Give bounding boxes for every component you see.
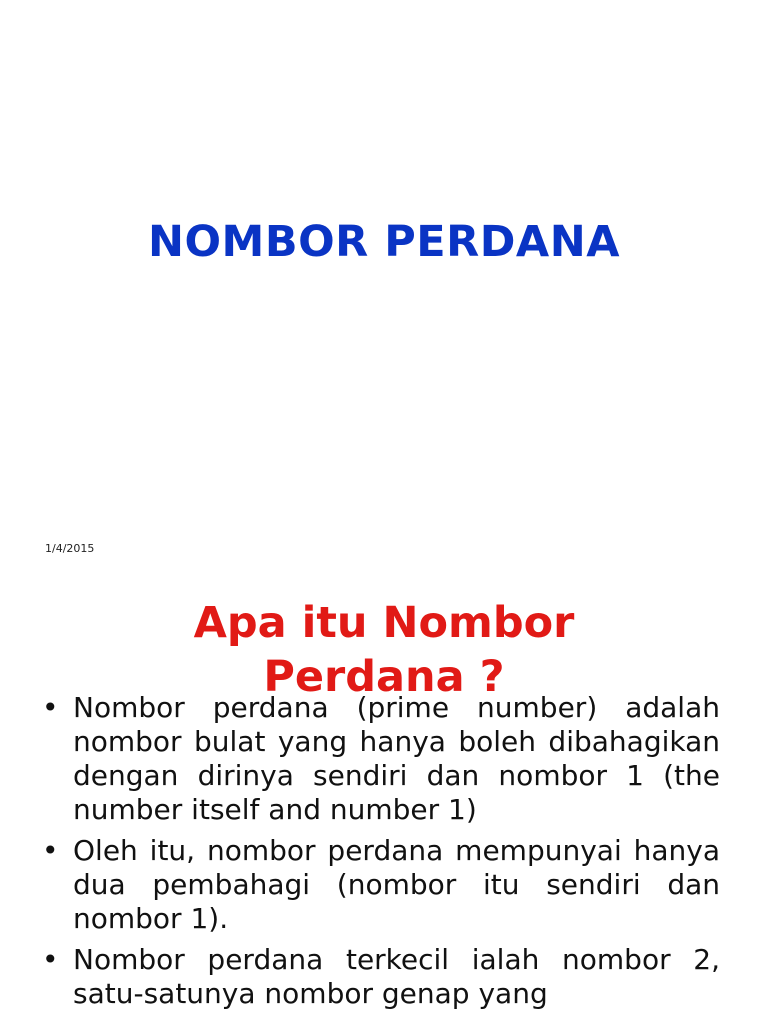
slide-title: NOMBOR PERDANA — [148, 217, 620, 267]
bullet-icon: • — [42, 691, 59, 724]
bullet-item — [42, 943, 720, 1011]
bullet-icon: • — [42, 834, 59, 867]
slide-date: 1/4/2015 — [45, 542, 95, 555]
bullet-item — [42, 834, 720, 936]
bullet-text: Oleh itu, nombor perdana mempunyai hanya dua pembahagi (nombor itu sendiri dan nombor 1). — [73, 834, 720, 935]
bullet-text: Nombor perdana terkecil ialah nombor 2, satu-satunya nombor genap yang — [73, 943, 720, 1010]
section-heading-line2: Perdana ? — [263, 652, 505, 702]
bullet-text: Nombor perdana (prime number) adalah nombor bulat yang hanya boleh dibahagikan dengan dirinya sendiri dan nombor 1 (the number itself and number 1) — [73, 691, 720, 826]
bullet-icon: • — [42, 943, 59, 976]
bullet-list — [42, 691, 720, 1018]
section-heading-line1: Apa itu Nombor — [193, 598, 575, 648]
bullet-item — [42, 691, 720, 827]
section-heading — [0, 596, 768, 704]
